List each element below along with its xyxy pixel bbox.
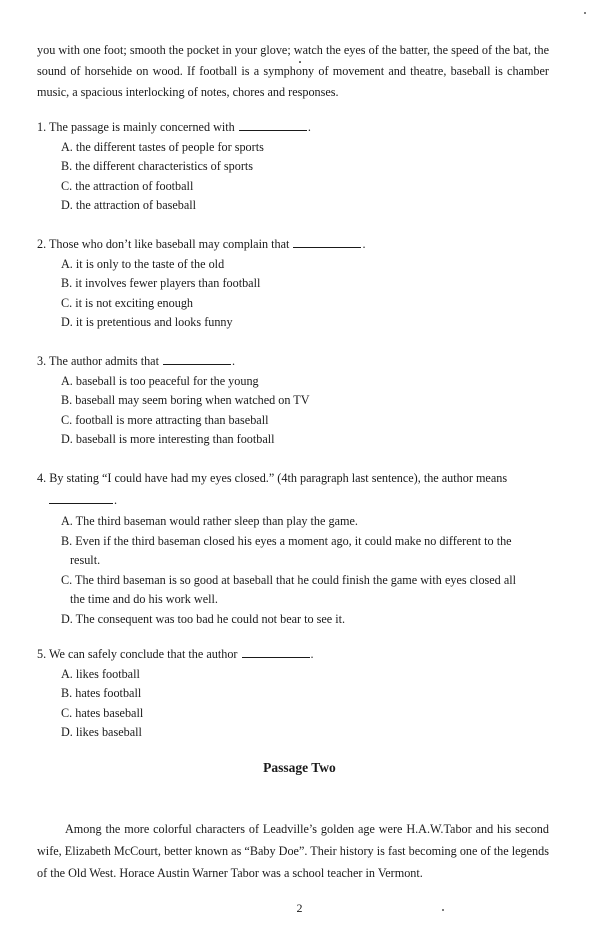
option-d: D. The consequent was too bad he could not bear to see it.: [61, 611, 346, 626]
option-c: C. the attraction of football: [61, 178, 194, 193]
question-stem: 5. We can safely conclude that the author .: [37, 647, 314, 661]
option-d: D. likes baseball: [61, 725, 142, 739]
passage-two-paragraph: Among the more colorful characters of Leadville’s golden age were H.A.W.Tabor and his second wife, Elizabeth McCourt, better known as “Baby Doe”. Their history is fast becoming one of the legends of the Old West. Horace Austin Warner Tabor was a school teacher in Vermont.: [37, 822, 549, 880]
question-stem-blank-line: .: [37, 491, 549, 511]
option-a: A. The third baseman would rather sleep than play the game.: [61, 514, 358, 528]
options-list: [37, 372, 549, 450]
scan-speck: [584, 12, 586, 14]
option-b: B. the different characteristics of sports: [61, 159, 254, 173]
question-stem: 2. Those who don’t like baseball may complain that .: [37, 237, 366, 251]
option-d: D. the attraction of baseball: [61, 198, 197, 212]
page-number: 2: [296, 901, 303, 915]
answer-blank: [242, 645, 310, 658]
question-3: [37, 352, 549, 450]
option-d: D. it is pretentious and looks funny: [61, 315, 233, 329]
option-b: B. it involves fewer players than football: [61, 276, 261, 290]
question-2: [37, 235, 549, 333]
section-title: Passage Two: [263, 760, 336, 775]
option-b: B. Even if the third baseman closed his eyes a moment ago, it could make no different to the result.: [61, 533, 512, 567]
question-stem: 1. The passage is mainly concerned with .: [37, 120, 311, 134]
answer-blank: [239, 118, 307, 131]
options-list: [37, 255, 549, 333]
answer-blank: [49, 491, 113, 504]
option-c: C. it is not exciting enough: [61, 295, 194, 310]
option-c: C. The third baseman is so good at baseball that he could finish the game with eyes closed all the time and do his work well.: [61, 572, 517, 606]
option-a: A. baseball is too peaceful for the young: [61, 373, 259, 388]
scan-speck: [442, 909, 444, 911]
option-a: A. likes football: [61, 666, 140, 681]
question-1: [37, 118, 549, 216]
question-5: [37, 645, 549, 743]
question-4: [37, 469, 549, 629]
option-b: B. baseball may seem boring when watched on TV: [61, 393, 310, 407]
options-list: [37, 665, 549, 743]
answer-blank: [293, 235, 361, 248]
option-c: C. hates baseball: [61, 705, 144, 720]
question-stem: 4. By stating “I could have had my eyes closed.” (4th paragraph last sentence), the author means: [37, 471, 508, 485]
intro-paragraph: you with one foot; smooth the pocket in your glove; watch the eyes of the batter, the speed of the bat, the sound of horsehide on wood. If football is a symphony of movement and theatre, baseball is chamber music, a spacious interlocking of notes, chores and responses.: [37, 43, 549, 99]
scan-speck: [299, 61, 301, 63]
option-c: C. football is more attracting than baseball: [61, 412, 269, 427]
option-a: A. it is only to the taste of the old: [61, 256, 225, 271]
answer-blank: [163, 352, 231, 365]
option-b: B. hates football: [61, 686, 142, 700]
question-stem: 3. The author admits that .: [37, 354, 236, 368]
option-d: D. baseball is more interesting than football: [61, 432, 275, 446]
options-list: [37, 512, 549, 629]
option-a: A. the different tastes of people for sports: [61, 139, 264, 154]
options-list: [37, 138, 549, 216]
